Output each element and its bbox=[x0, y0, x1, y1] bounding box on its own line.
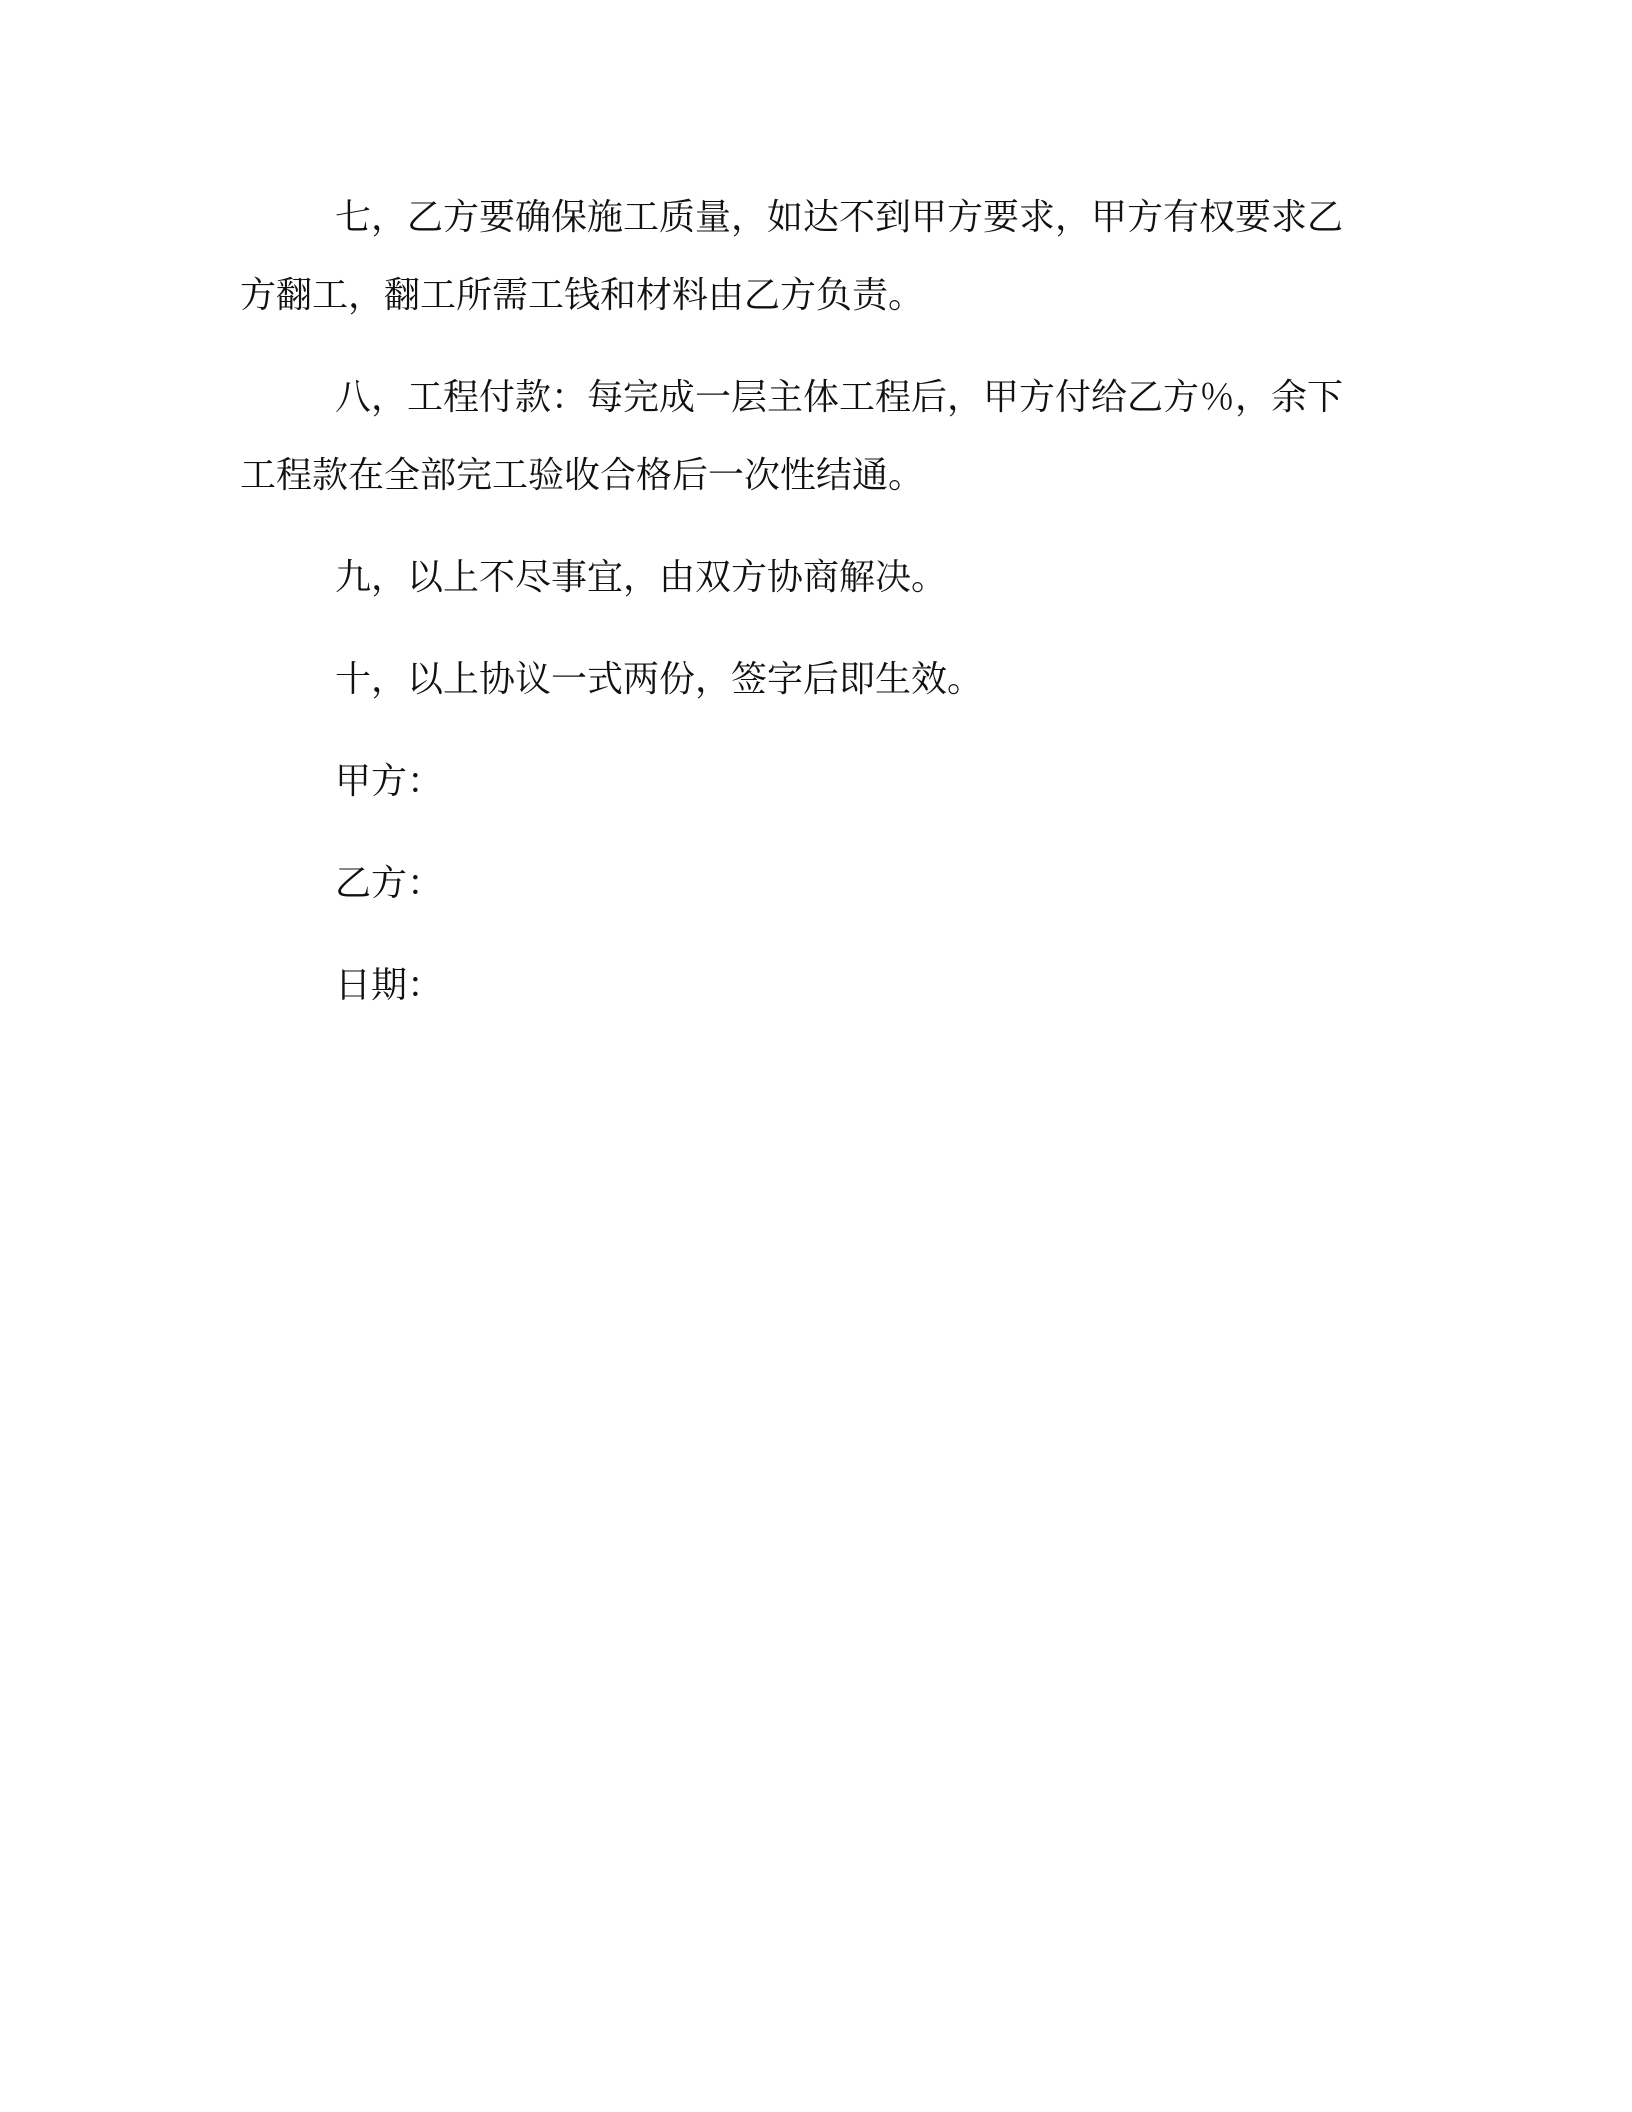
clause-10-line-1: 十，以上协议一式两份，签字后即生效。 bbox=[335, 659, 984, 700]
clause-8-line-1: 八，工程付款：每完成一层主体工程后，甲方付给乙方％，余下 bbox=[335, 377, 1344, 418]
party-b-label: 乙方： bbox=[335, 863, 444, 904]
clause-7-line-2: 方翻工，翻工所需工钱和材料由乙方负责。 bbox=[240, 275, 925, 316]
clause-8-line-2: 工程款在全部完工验收合格后一次性结通。 bbox=[240, 455, 925, 496]
party-a-label: 甲方： bbox=[335, 761, 444, 802]
clause-7-line-1: 七，乙方要确保施工质量，如达不到甲方要求，甲方有权要求乙 bbox=[335, 197, 1344, 238]
date-label: 日期： bbox=[335, 965, 444, 1006]
clause-9-line-1: 九，以上不尽事宜，由双方协商解决。 bbox=[335, 557, 948, 598]
